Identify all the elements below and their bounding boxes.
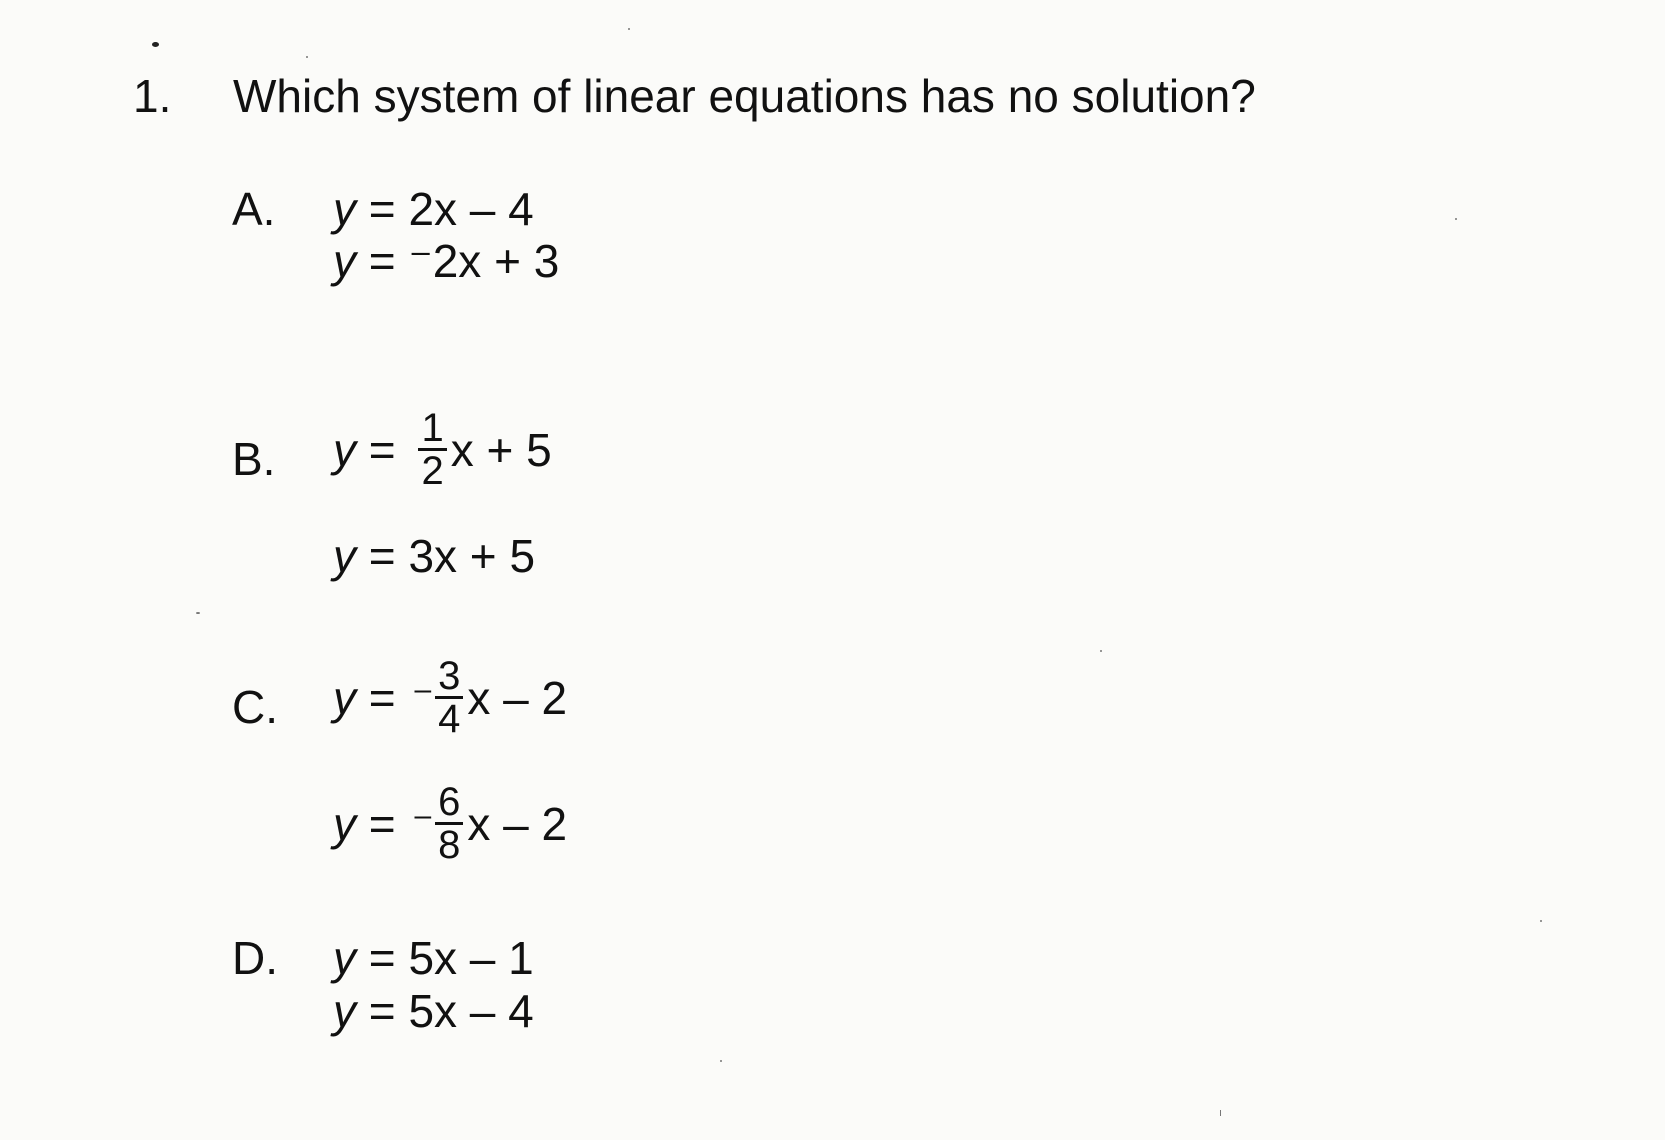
fraction-sign: – [414, 672, 432, 706]
equation-equals: = [356, 530, 409, 582]
option-b-equation-1 [333, 408, 552, 491]
equation-lhs: y [333, 671, 356, 724]
equation-lhs: y [333, 985, 356, 1037]
fraction-sign: – [414, 798, 432, 832]
question-number: 1. [133, 70, 172, 122]
fraction [435, 656, 463, 739]
equation-lhs: y [333, 235, 356, 287]
scan-speck [1100, 650, 1102, 652]
fraction-numerator: 3 [435, 656, 463, 699]
fraction-denominator: 8 [438, 823, 461, 867]
equation-lhs: y [333, 932, 356, 984]
fraction-numerator: 1 [418, 408, 446, 451]
scan-speck [628, 28, 630, 30]
equation-rhs: 3x + 5 [408, 530, 536, 582]
equation-rest: x – 2 [467, 797, 568, 850]
fraction-numerator: 6 [435, 782, 463, 825]
equation-equals: = [356, 932, 409, 984]
equation-rest: x – 2 [467, 671, 568, 724]
equation-rhs: 5x – 4 [408, 985, 534, 1037]
equation-rest: x + 5 [450, 423, 552, 476]
equation-rhs: 2x – 4 [408, 183, 534, 235]
option-b-equation-2 [333, 530, 536, 582]
equation-lhs: y [333, 183, 356, 235]
equation-equals: = [356, 671, 409, 724]
fraction [418, 408, 446, 491]
option-c-equation-1 [333, 656, 567, 739]
equation-equals: = [356, 235, 409, 287]
scan-speck [306, 56, 308, 58]
equation-equals: = [356, 183, 409, 235]
option-a-letter: A. [232, 183, 276, 235]
option-b-letter: B. [232, 433, 276, 485]
equation-lhs: y [333, 797, 356, 850]
scan-speck [152, 42, 159, 47]
scan-speck [1220, 1110, 1221, 1116]
option-d-equation-1 [333, 932, 534, 984]
scan-speck [196, 612, 200, 614]
scan-speck [1455, 218, 1457, 220]
fraction [435, 782, 463, 865]
question-text: Which system of linear equations has no solution? [233, 70, 1256, 122]
option-d-equation-2 [333, 985, 534, 1037]
option-c-letter: C. [232, 681, 278, 733]
option-c-equation-2 [333, 782, 567, 865]
fraction-denominator: 4 [438, 697, 461, 741]
equation-equals: = [356, 985, 409, 1037]
fraction-denominator: 2 [421, 449, 444, 493]
equation-rhs: 5x – 1 [408, 932, 534, 984]
option-a-equation-2 [333, 235, 560, 287]
option-d-letter: D. [232, 932, 278, 984]
scan-speck [720, 1060, 722, 1062]
equation-lhs: y [333, 530, 356, 582]
equation-lhs: y [333, 423, 356, 476]
equation-rhs: ⁻2x + 3 [408, 235, 560, 287]
equation-equals: = [356, 423, 409, 476]
option-a-equation-1 [333, 183, 534, 235]
scan-speck [1540, 920, 1542, 922]
equation-equals: = [356, 797, 409, 850]
